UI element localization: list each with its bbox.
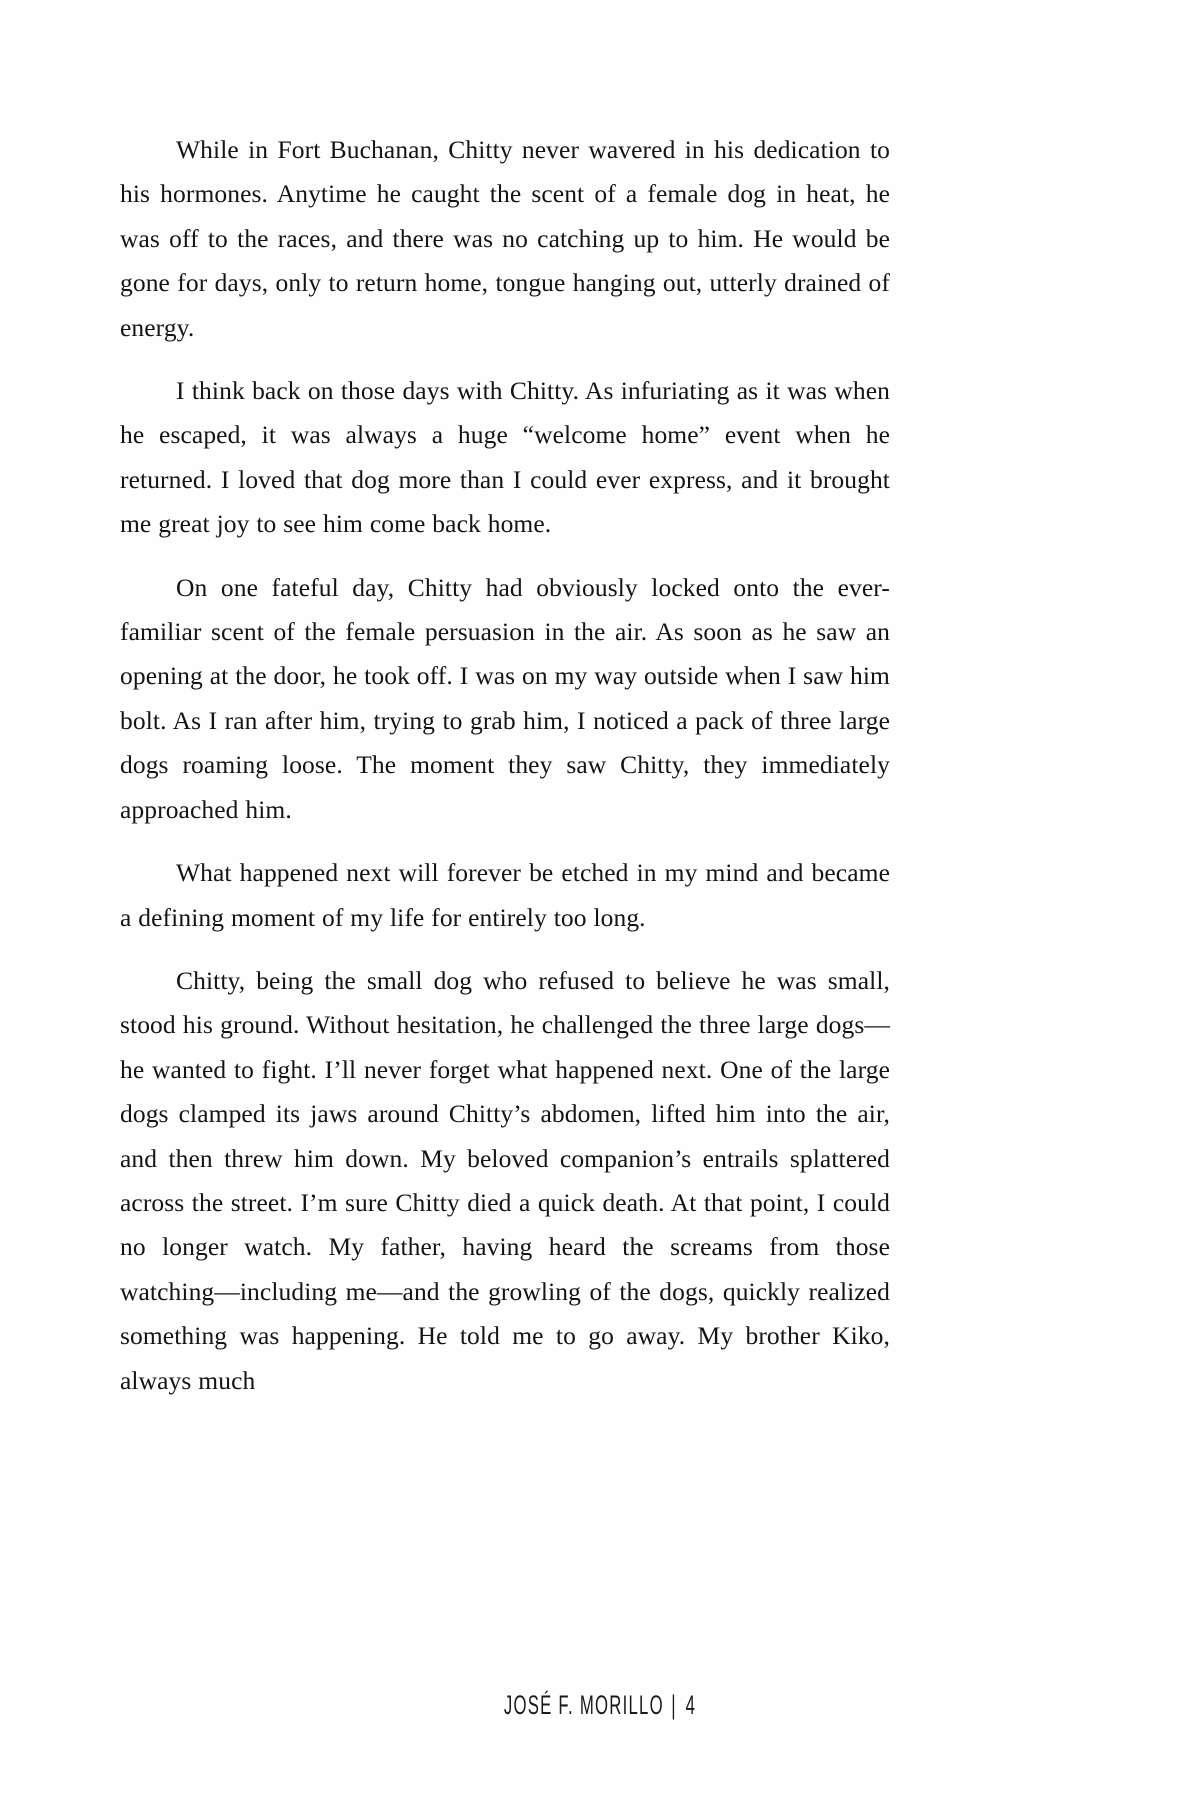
page-footer — [228, 1690, 972, 1721]
paragraph-1: While in Fort Buchanan, Chitty never wavered in his dedication to his hormones. Anytime he caught the scent of a female dog in heat, he was off to the races, and there was no catching up to him. He would be gone for days, only to return home, tongue hanging out, utterly drained of energy. — [120, 135, 890, 342]
footer-separator: | — [671, 1690, 677, 1720]
paragraph-2: I think back on those days with Chitty. As infuriating as it was when he escaped, it was always a huge “welcome home” event when he returned. I loved that dog more than I could ever express, and it brought me great joy to see him come back home. — [120, 376, 890, 539]
paragraph-3: On one fateful day, Chitty had obviously locked onto the ever-familiar scent of the female persuasion in the air. As soon as he saw an opening at the door, he took off. I was on my way outside when I saw him bolt. As I ran after him, trying to grab him, I noticed a pack of three large dogs roaming loose. The moment they saw Chitty, they immediately approached him. — [120, 572, 890, 824]
page-number: 4 — [685, 1690, 697, 1720]
footer-author-name: JOSÉ F. MORILLO — [503, 1690, 664, 1720]
body-text-column — [120, 128, 890, 1403]
paragraph-5: Chitty, being the small dog who refused to believe he was small, stood his ground. Without hesitation, he challenged the three large dogs—he wanted to fight. I’ll never forget what happened next. One of the large dogs clamped its jaws around Chitty’s abdomen, lifted him into the air, and then threw him down. My beloved companion’s entrails splattered across the street. I’m sure Chitty died a quick death. At that point, I could no longer watch. My father, having heard the screams from those watching—including me—and the growling of the dogs, quickly realized something was happening. He told me to go away. My brother Kiko, always much — [120, 965, 890, 1395]
paragraph-4: What happened next will forever be etched in my mind and became a defining moment of my life for entirely too long. — [120, 858, 890, 932]
